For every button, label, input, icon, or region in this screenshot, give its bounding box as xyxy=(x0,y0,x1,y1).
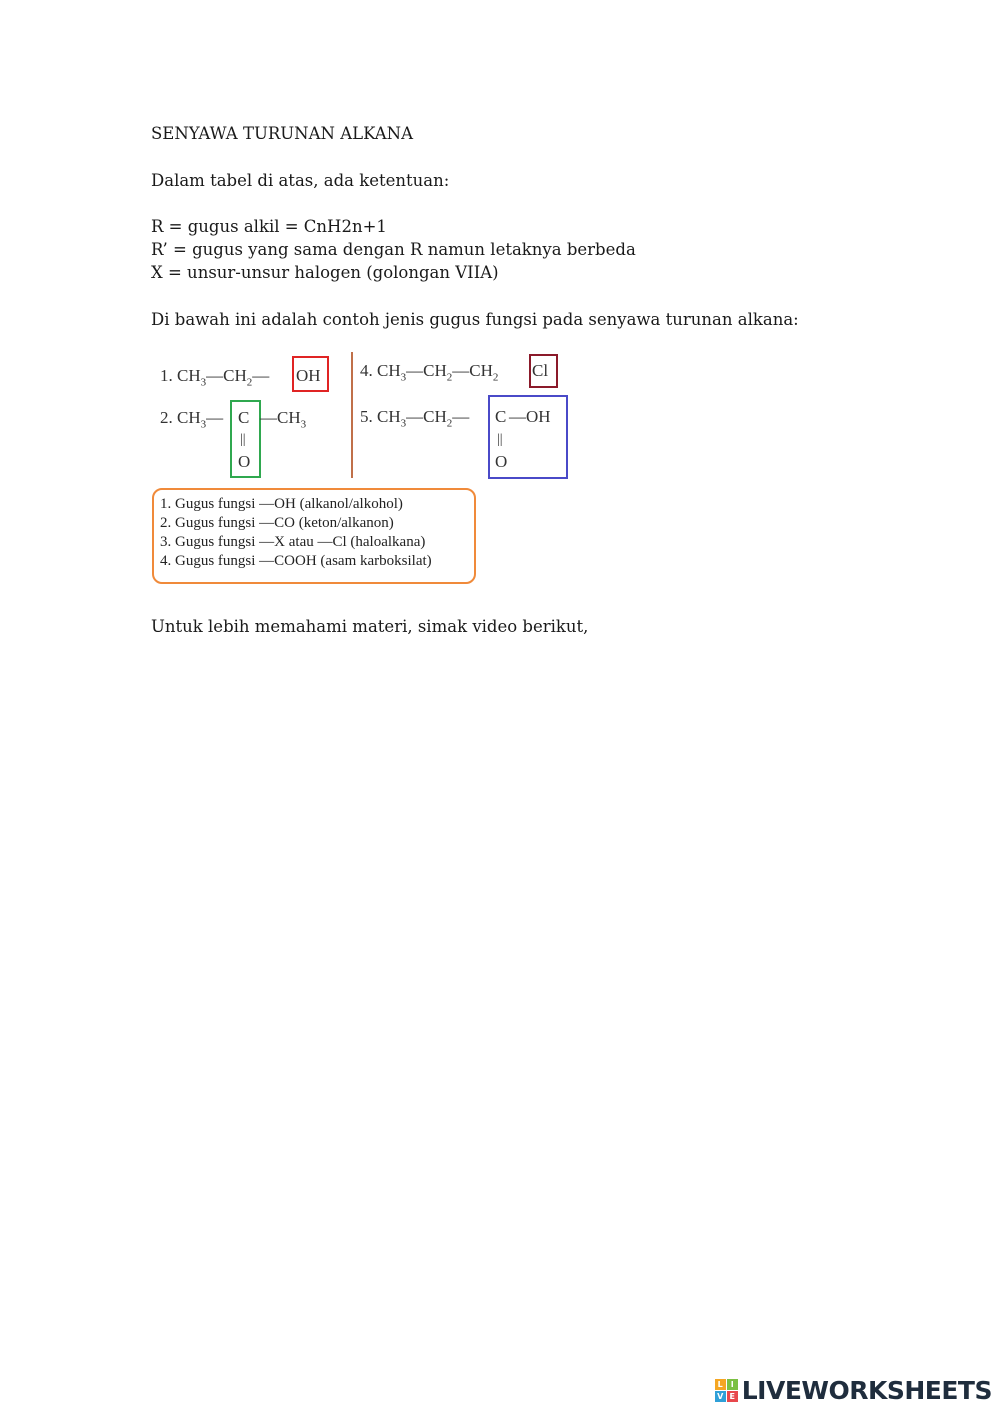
legend-box xyxy=(152,488,476,584)
examples-intro: Di bawah ini adalah contoh jenis gugus fungsi pada senyawa turunan alkana: xyxy=(151,310,799,329)
legend-item: 4. Gugus fungsi —COOH (asam karboksilat) xyxy=(160,553,432,569)
legend-item: 2. Gugus fungsi —CO (keton/alkanon) xyxy=(160,515,394,531)
cooh-group-o: O xyxy=(495,452,508,471)
outro-text: Untuk lebih memahami materi, simak video berikut, xyxy=(151,617,589,636)
definition-r-prime: R’ = gugus yang sama dengan R namun letaknya berbeda xyxy=(151,240,636,259)
functional-group-figure xyxy=(150,350,580,585)
logo-icon-letter: I xyxy=(727,1379,738,1390)
liveworksheets-logo xyxy=(715,1375,992,1405)
cooh-group-oh: —OH xyxy=(509,407,551,426)
divider-line xyxy=(351,352,353,478)
oh-group-label: OH xyxy=(296,366,321,385)
formula-2: 2. $CH_3—$ xyxy=(160,408,224,431)
logo-text: LIVEWORKSHEETS xyxy=(741,1375,992,1405)
legend-item: 1. Gugus fungsi —OH (alkanol/alkohol) xyxy=(160,496,403,512)
intro-text: Dalam tabel di atas, ada ketentuan: xyxy=(151,171,450,190)
cl-group-label: Cl xyxy=(532,361,549,380)
cooh-group-c: C xyxy=(495,407,507,426)
legend-item: 3. Gugus fungsi —X atau —Cl (haloalkana) xyxy=(160,534,426,550)
formula-2-tail: $—CH_3$ xyxy=(260,408,307,431)
logo-icon-letter: E xyxy=(727,1391,738,1402)
co-double-bond: || xyxy=(240,432,246,447)
formula-4: 4. $CH_3—CH_2—CH_2$ xyxy=(360,361,499,384)
cooh-double-bond: || xyxy=(497,432,503,447)
logo-icon xyxy=(715,1379,738,1402)
definition-r: R = gugus alkil = CnH2n+1 xyxy=(151,217,387,236)
co-group-o: O xyxy=(238,452,251,471)
formula-1: 1. $CH_3—CH_2—$ xyxy=(160,366,270,389)
formula-5: 5. $CH_3—CH_2—$ xyxy=(360,407,470,430)
definition-x: X = unsur-unsur halogen (golongan VIIA) xyxy=(151,263,499,282)
page-title: SENYAWA TURUNAN ALKANA xyxy=(151,124,414,143)
logo-icon-letter: L xyxy=(715,1379,726,1390)
logo-icon-letter: V xyxy=(715,1391,726,1402)
co-group-c: C xyxy=(238,408,250,427)
